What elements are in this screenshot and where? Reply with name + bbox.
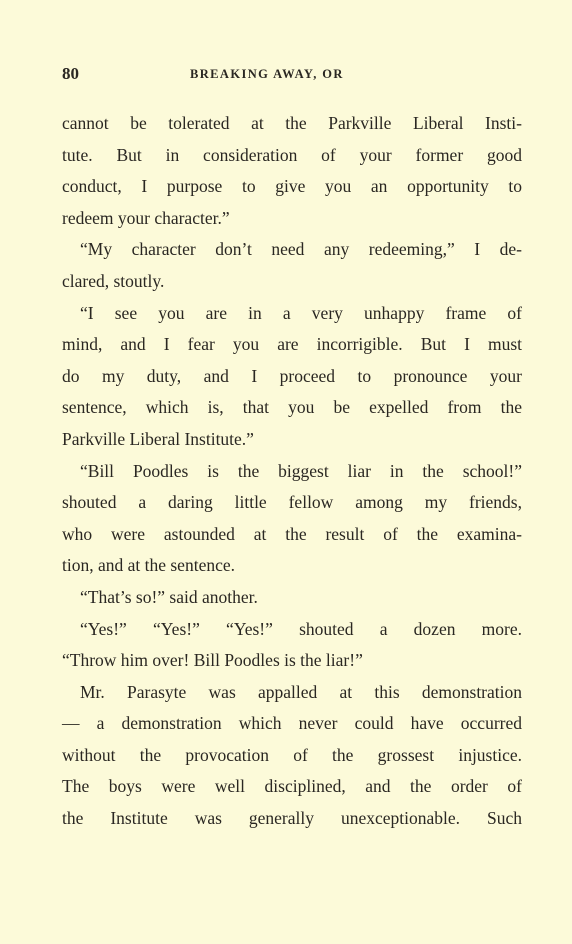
paragraph [62,298,522,456]
text-line: do my duty, and I proceed to pronounce your [62,365,522,386]
page-header [62,64,522,88]
text-line: shouted a daring little fellow among my friends, [62,492,522,513]
paragraph [62,614,522,677]
text-line: “Throw him over! Bill Poodles is the liar!” [62,650,363,671]
text-line: Mr. Parasyte was appalled at this demonstration [80,681,522,702]
text-line: “My character don’t need any redeeming,” I de- [80,239,522,260]
page-number: 80 [62,64,79,83]
text-line: redeem your character.” [62,207,230,228]
text-line: conduct, I purpose to give you an opportunity to [62,176,522,197]
paragraph [62,582,522,614]
text-line: without the provocation of the grossest injustice. [62,744,522,765]
text-line: mind, and I fear you are incorrigible. But I must [62,334,522,355]
body-text [62,108,522,835]
text-line: “That’s so!” said another. [80,586,258,607]
text-line: “Yes!” “Yes!” “Yes!” shouted a dozen more. [80,618,522,639]
paragraph [62,677,522,835]
text-line: cannot be tolerated at the Parkville Liberal Insti- [62,113,522,133]
text-line: tute. But in consideration of your former good [62,144,522,165]
text-line: tion, and at the sentence. [62,555,235,576]
running-head: BREAKING AWAY, OR [190,67,344,81]
text-line: the Institute was generally unexceptionable. Such [62,808,522,829]
text-line: “I see you are in a very unhappy frame of [80,302,522,323]
text-line: “Bill Poodles is the biggest liar in the school!” [80,460,522,481]
text-line: Parkville Liberal Institute.” [62,428,254,449]
text-line: sentence, which is, that you be expelled from the [62,397,522,418]
text-line: The boys were well disciplined, and the order of [62,776,522,797]
paragraph [62,234,522,297]
text-line: — a demonstration which never could have occurred [62,713,522,734]
text-line: clared, stoutly. [62,270,165,291]
paragraph [62,108,522,234]
text-line: who were astounded at the result of the examina- [62,523,522,544]
paragraph [62,456,522,582]
